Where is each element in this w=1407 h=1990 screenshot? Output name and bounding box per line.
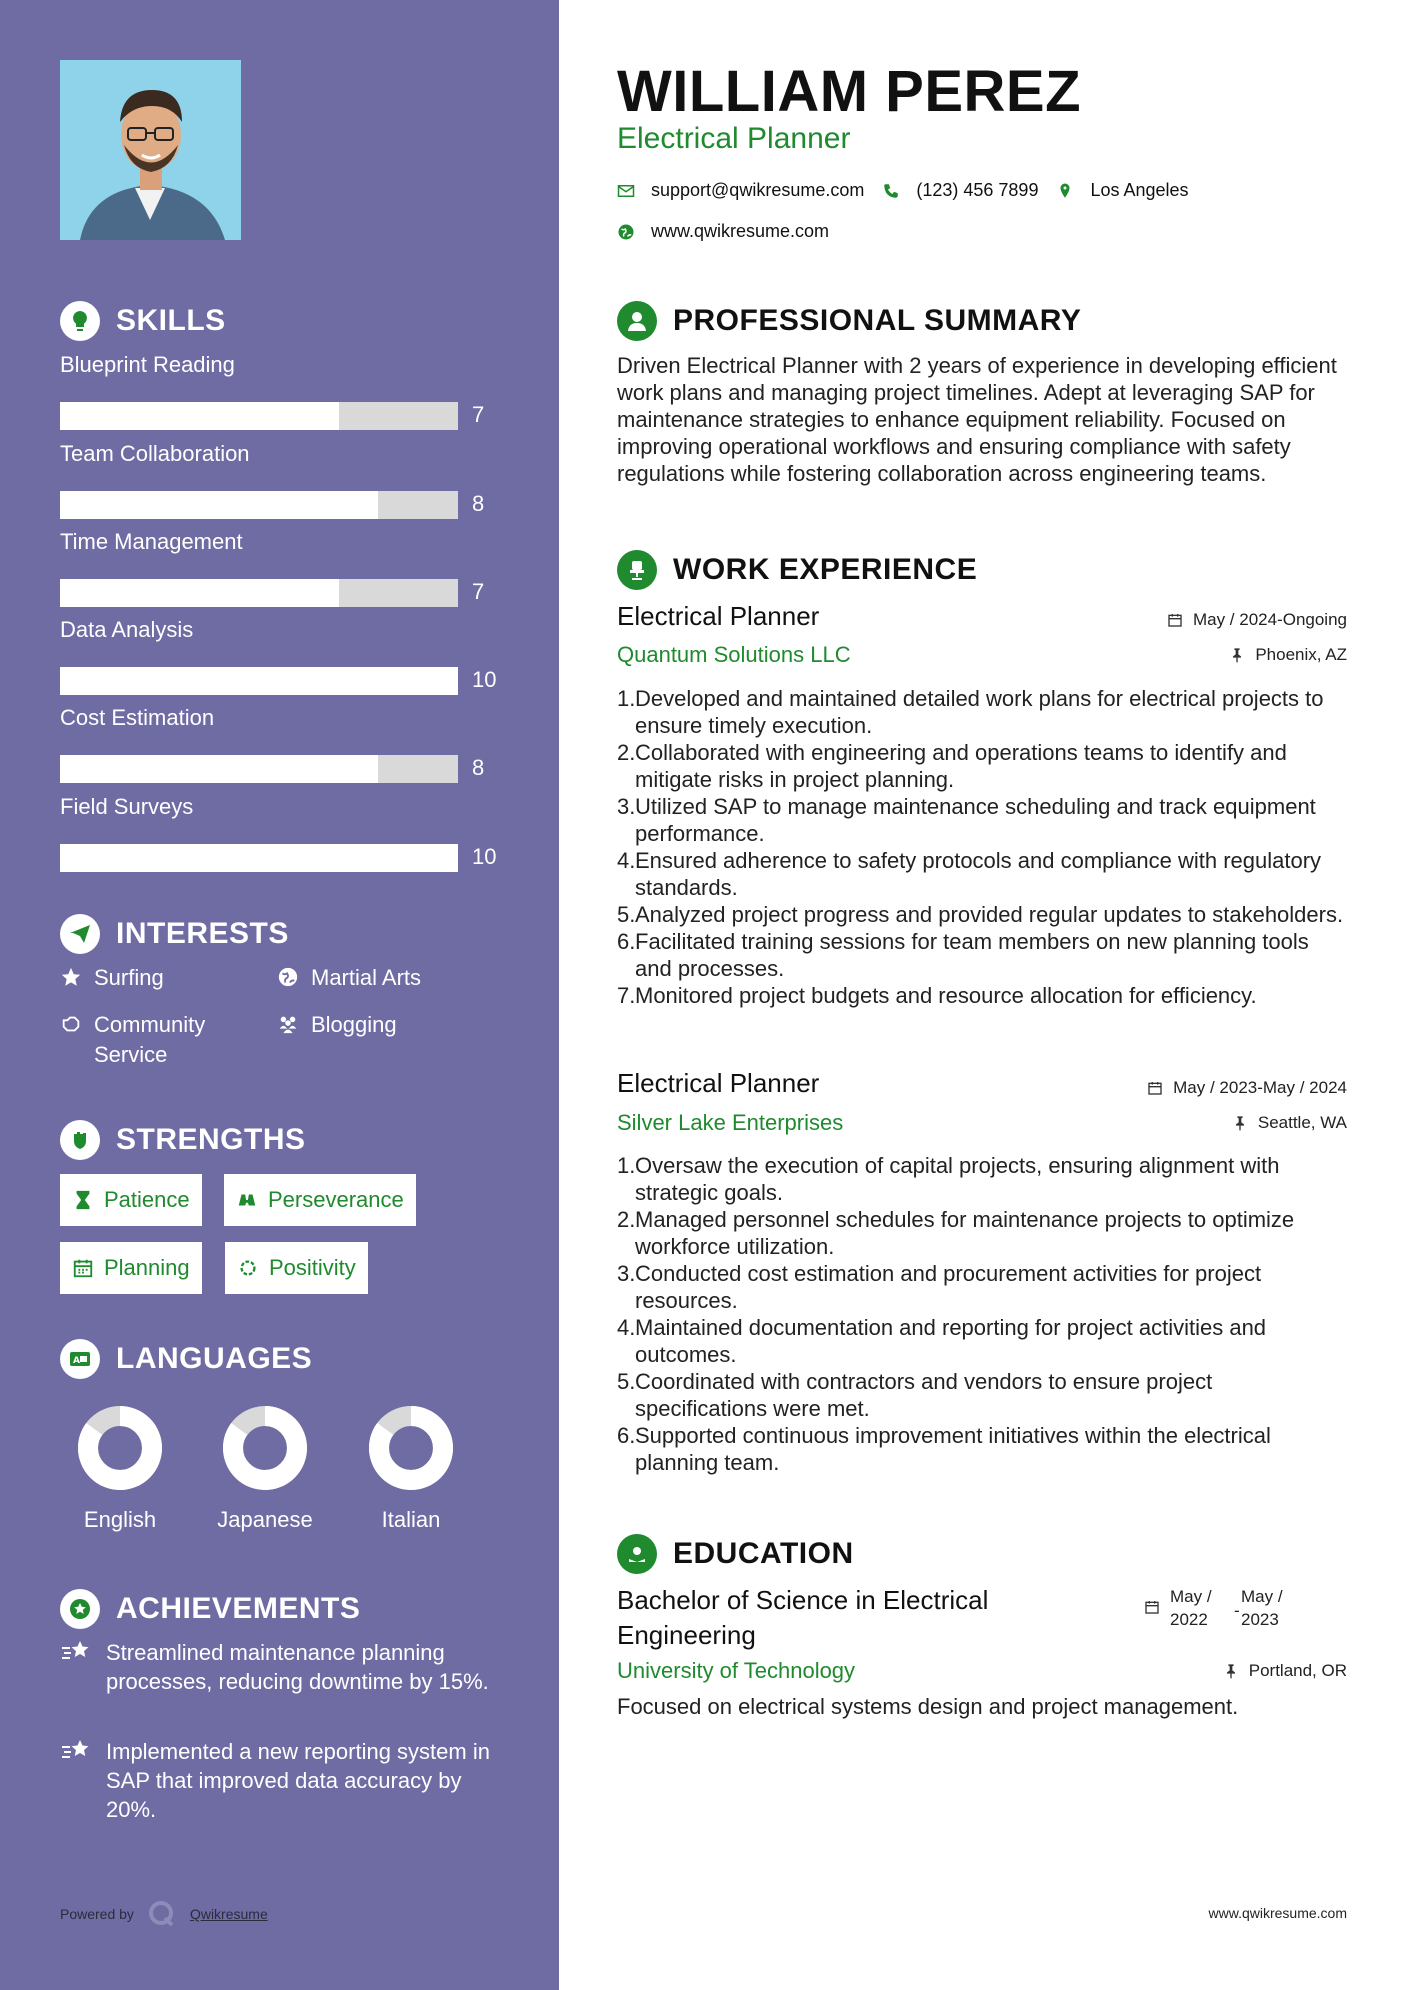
interests-heading xyxy=(60,914,289,954)
graduation-icon xyxy=(617,1534,657,1574)
skill-bar xyxy=(60,579,458,607)
language-icon xyxy=(60,1339,100,1379)
skill-value: 7 xyxy=(472,402,485,427)
interest-item xyxy=(60,1010,205,1070)
job-location xyxy=(1232,1113,1347,1133)
pushpin-icon xyxy=(1232,1115,1248,1131)
job-location-text: Seattle, WA xyxy=(1257,1113,1347,1132)
qwikresume-logo-icon xyxy=(148,1900,176,1928)
strength-badge xyxy=(225,1242,368,1294)
languages-title: LANGUAGES xyxy=(116,1342,313,1375)
summary-title: PROFESSIONAL SUMMARY xyxy=(673,304,1082,337)
job-company: Quantum Solutions LLC xyxy=(617,642,851,667)
map-pin-icon xyxy=(1056,182,1074,200)
calendar-icon xyxy=(1147,1080,1163,1096)
shooting-star-icon xyxy=(60,1638,92,1666)
interest-label: Martial Arts xyxy=(311,965,422,990)
job-company: Silver Lake Enterprises xyxy=(617,1110,844,1135)
skill-item xyxy=(60,617,500,692)
skill-bar-fill xyxy=(60,402,339,430)
duty-text: Maintained documentation and reporting for project activities and outcomes. xyxy=(635,1315,1267,1367)
calendar-icon xyxy=(72,1257,94,1279)
languages-heading xyxy=(60,1339,312,1379)
achievements-title: ACHIEVEMENTS xyxy=(116,1592,361,1625)
duty-item: 3. Utilized SAP to manage maintenance scheduling and track equipment performance. xyxy=(617,793,1347,847)
office-chair-icon xyxy=(617,550,657,590)
duty-item: 4. Ensured adherence to safety protocols and compliance with regulatory standards. xyxy=(617,847,1347,901)
skill-bar-fill xyxy=(60,579,339,607)
contact-website[interactable] xyxy=(617,221,829,242)
skill-value: 8 xyxy=(472,491,485,516)
skill-value: 10 xyxy=(472,844,497,869)
person-role: Electrical Planner xyxy=(617,122,851,155)
duty-text: Oversaw the execution of capital projects, ensuring alignment with strategic goals. xyxy=(635,1153,1280,1205)
strength-badge xyxy=(60,1242,202,1294)
language-ring xyxy=(220,1403,310,1493)
contact-location xyxy=(1056,180,1188,201)
education-end: May / 2023 xyxy=(1241,1587,1283,1629)
duty-text: Developed and maintained detailed work plans for electrical projects to ensure timely execution. xyxy=(635,686,1324,738)
job-title: Electrical Planner xyxy=(617,601,820,631)
strengths-heading xyxy=(60,1120,306,1160)
job-dates-text: May / 2023-May / 2024 xyxy=(1173,1078,1347,1097)
skill-name: Blueprint Reading xyxy=(60,352,235,377)
language-name: Japanese xyxy=(217,1507,313,1532)
fist-icon xyxy=(60,1120,100,1160)
summary-heading xyxy=(617,301,1081,341)
email-text: support@qwikresume.com xyxy=(651,180,865,200)
contact-row xyxy=(617,221,847,242)
calendar-icon xyxy=(1167,612,1183,628)
duty-item: 5. Coordinated with contractors and vendors to ensure project specifications were met. xyxy=(617,1368,1347,1422)
language-name: English xyxy=(83,1507,157,1532)
skill-value: 8 xyxy=(472,755,485,780)
job-location xyxy=(1229,645,1347,665)
powered-by-label: Powered by xyxy=(60,1906,134,1922)
strength-label: Patience xyxy=(104,1187,190,1212)
language-item xyxy=(205,1403,325,1533)
experience-heading xyxy=(617,550,977,590)
job-dates-text: May / 2024-Ongoing xyxy=(1192,610,1347,629)
phone-icon xyxy=(882,182,900,200)
powered-by xyxy=(60,1900,268,1928)
hand-icon xyxy=(60,1013,82,1035)
duty-item: 4. Maintained documentation and reporting for project activities and outcomes. xyxy=(617,1314,1347,1368)
skill-bar xyxy=(60,667,458,695)
skill-bar xyxy=(60,844,458,872)
skill-bar-fill xyxy=(60,755,378,783)
contact-phone[interactable] xyxy=(882,180,1038,201)
achievements-heading xyxy=(60,1589,360,1629)
interest-label: Blogging xyxy=(311,1012,397,1037)
duty-text: Managed personnel schedules for maintenance projects to optimize workforce utilization. xyxy=(635,1207,1295,1259)
language-item xyxy=(60,1403,180,1533)
education-start: May / 2022 xyxy=(1170,1587,1212,1629)
skills-title: SKILLS xyxy=(116,304,226,337)
skill-item xyxy=(60,705,500,780)
achievement-text: Streamlined maintenance planning processes, reducing downtime by 15%. xyxy=(106,1640,489,1694)
duty-item: 7. Monitored project budgets and resource allocation for efficiency. xyxy=(617,983,1257,1008)
education-degree: Bachelor of Science in Electrical Engineering xyxy=(617,1585,989,1650)
location-text: Los Angeles xyxy=(1090,180,1189,200)
svg-text:A: A xyxy=(73,1356,81,1366)
contact-email[interactable] xyxy=(617,180,864,201)
strength-label: Planning xyxy=(104,1255,190,1280)
job-dates xyxy=(1147,1078,1347,1098)
hourglass-icon xyxy=(72,1189,94,1211)
duty-item: 5. Analyzed project progress and provided regular updates to stakeholders. xyxy=(617,902,1344,927)
duty-text: Conducted cost estimation and procurement activities for project resources. xyxy=(635,1261,1262,1313)
qwikresume-link[interactable]: Qwikresume xyxy=(189,1906,268,1922)
duty-text: Coordinated with contractors and vendors to ensure project specifications were met. xyxy=(635,1369,1213,1421)
skill-value: 10 xyxy=(472,667,497,692)
education-location xyxy=(1223,1661,1347,1681)
duty-item: 2. Collaborated with engineering and operations teams to identify and mitigate risks in project planning. xyxy=(617,739,1347,793)
strength-badge xyxy=(224,1174,416,1226)
interest-item xyxy=(277,963,421,993)
paper-plane-icon xyxy=(60,914,100,954)
skill-bar xyxy=(60,755,458,783)
education-heading xyxy=(617,1534,854,1574)
footer-url[interactable]: www.qwikresume.com xyxy=(1208,1905,1347,1921)
skills-heading xyxy=(60,301,226,341)
education-school: University of Technology xyxy=(617,1658,856,1683)
summary-text: Driven Electrical Planner with 2 years of experience in developing efficient work plans and managing project timelines. Adept at leveraging SAP for maintenance strategies to enhance equipment reliability. Focused on improving operational workflows and ensuring compliance with safety regulations while fostering collaboration across engineering teams. xyxy=(617,353,1337,486)
skill-name: Field Surveys xyxy=(60,794,194,819)
skill-item xyxy=(60,352,500,427)
skill-name: Team Collaboration xyxy=(60,441,250,466)
duty-text: Utilized SAP to manage maintenance scheduling and track equipment performance. xyxy=(635,794,1316,846)
phone-text: (123) 456 7899 xyxy=(916,180,1039,200)
strength-badge xyxy=(60,1174,202,1226)
achievement-item xyxy=(60,1638,510,1696)
language-item xyxy=(351,1403,471,1533)
pushpin-icon xyxy=(1229,647,1245,663)
duty-item: 1. Developed and maintained detailed work plans for electrical projects to ensure timely execution. xyxy=(617,685,1347,739)
duty-item: 1. Oversaw the execution of capital projects, ensuring alignment with strategic goals. xyxy=(617,1152,1347,1206)
experience-title: WORK EXPERIENCE xyxy=(673,553,978,586)
skill-item xyxy=(60,794,500,869)
strengths-title: STRENGTHS xyxy=(116,1123,306,1156)
sidebar xyxy=(0,0,559,1990)
education-title: EDUCATION xyxy=(673,1537,854,1570)
pushpin-icon xyxy=(1223,1663,1239,1679)
duty-text: Supported continuous improvement initiatives within the electrical planning team. xyxy=(635,1423,1271,1475)
sun-icon xyxy=(237,1257,259,1279)
strength-label: Perseverance xyxy=(268,1187,404,1212)
skill-value: 7 xyxy=(472,579,485,604)
envelope-icon xyxy=(617,182,635,200)
job-dates xyxy=(1167,610,1347,630)
education-location-text: Portland, OR xyxy=(1248,1661,1347,1680)
website-text: www.qwikresume.com xyxy=(651,221,830,241)
skill-name: Data Analysis xyxy=(60,617,194,642)
calendar-icon xyxy=(1144,1599,1160,1615)
skill-bar xyxy=(60,491,458,519)
binoculars-icon xyxy=(236,1189,258,1211)
job-location-text: Phoenix, AZ xyxy=(1255,645,1347,664)
users-icon xyxy=(277,1013,299,1035)
skill-bar xyxy=(60,402,458,430)
job-duties xyxy=(617,685,1347,1009)
profile-photo-image xyxy=(60,60,241,240)
achievement-item xyxy=(60,1737,510,1824)
profile-photo xyxy=(60,60,241,240)
duty-text: Analyzed project progress and provided regular updates to stakeholders. xyxy=(635,902,1344,927)
language-ring xyxy=(366,1403,456,1493)
skill-bar-fill xyxy=(60,844,458,872)
duty-item: 6. Supported continuous improvement initiatives within the electrical planning team. xyxy=(617,1422,1347,1476)
duty-text: Monitored project budgets and resource allocation for efficiency. xyxy=(635,983,1257,1008)
duty-item: 3. Conducted cost estimation and procurement activities for project resources. xyxy=(617,1260,1347,1314)
person-name: WILLIAM PEREZ xyxy=(617,59,1082,124)
job-title: Electrical Planner xyxy=(617,1068,820,1098)
duty-text: Ensured adherence to safety protocols and compliance with regulatory standards. xyxy=(635,848,1322,900)
date-separator: - xyxy=(1234,1601,1240,1620)
interest-label: Community Service xyxy=(94,1012,206,1067)
skill-bar-fill xyxy=(60,491,378,519)
skill-bar-fill xyxy=(60,667,458,695)
education-description: Focused on electrical systems design and project management. xyxy=(617,1694,1239,1719)
globe-icon xyxy=(617,223,635,241)
globe-icon xyxy=(277,966,299,988)
duty-item: 2. Managed personnel schedules for maintenance projects to optimize workforce utilization. xyxy=(617,1206,1347,1260)
interest-item xyxy=(60,963,164,993)
strength-label: Positivity xyxy=(269,1255,356,1280)
interest-item xyxy=(277,1010,397,1040)
interest-label: Surfing xyxy=(94,965,164,990)
interests-title: INTERESTS xyxy=(116,917,289,950)
achievement-text: Implemented a new reporting system in SAP that improved data accuracy by 20%. xyxy=(106,1739,490,1822)
duty-text: Facilitated training sessions for team members on new planning tools and processes. xyxy=(635,929,1309,981)
duty-text: Collaborated with engineering and operations teams to identify and mitigate risks in project planning. xyxy=(635,740,1287,792)
skill-name: Time Management xyxy=(60,529,243,554)
shooting-star-icon xyxy=(60,1737,92,1765)
contact-row xyxy=(617,180,1207,201)
star-icon xyxy=(60,966,82,988)
job-duties xyxy=(617,1152,1347,1476)
skill-name: Cost Estimation xyxy=(60,705,215,730)
award-star-icon xyxy=(60,1589,100,1629)
duty-item: 6. Facilitated training sessions for team members on new planning tools and processes. xyxy=(617,928,1347,982)
language-ring xyxy=(75,1403,165,1493)
skill-item xyxy=(60,441,500,516)
lightbulb-icon xyxy=(60,301,100,341)
skill-item xyxy=(60,529,500,604)
user-icon xyxy=(617,301,657,341)
language-name: Italian xyxy=(381,1507,441,1532)
